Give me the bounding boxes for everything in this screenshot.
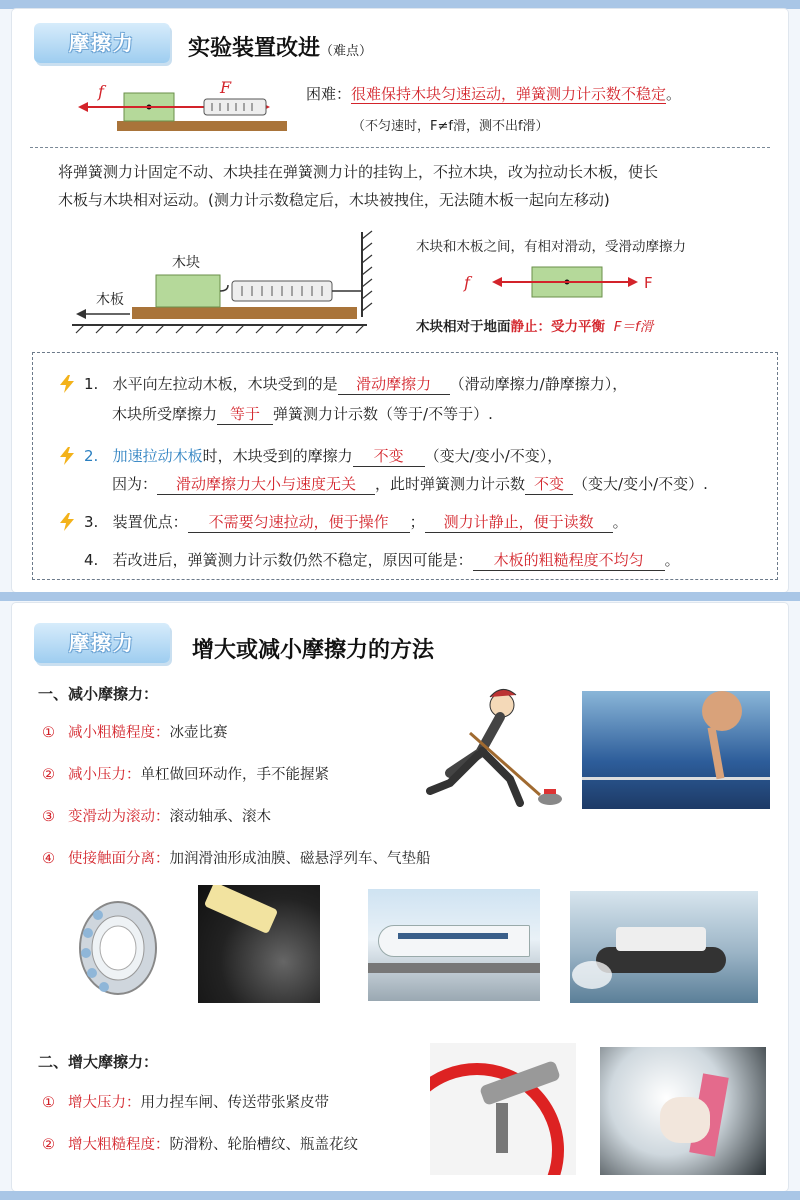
question-3: 3. 装置优点： 不需要匀速拉动，便于操作 ； 测力计静止，便于读数 。 [84,513,628,531]
reduce-item-3: ③ 变滑动为滚动：滚动轴承、滚木 [42,809,271,825]
lightning-bolt-icon [60,513,74,531]
question-4: 4. 若改进后，弹簧测力计示数仍然不稳定，原因可能是： 木板的粗糙程度不均匀 。 [84,551,680,569]
long-board-shape [132,307,357,319]
middle-blue-bar [0,592,800,601]
reduce-item-2: ② 减小压力：单杠做回环动作，手不能握紧 [42,767,329,783]
panel-friction-methods [12,603,788,1191]
chain-lubrication-photo [198,885,320,1003]
fig-block-pull-diagram [72,71,302,131]
high-bar-gymnastics-photo [582,691,770,809]
difficulty-line: 困难：很难保持木块匀速运动，弹簧测力计示数不稳定。 [306,85,682,103]
bottom-blue-bar [0,1191,800,1200]
wood-block-shape [156,275,220,307]
increase-item-1: ① 增大压力：用力捏车闸、传送带张紧皮带 [42,1095,329,1111]
question-2-line-2: 因为： 滑动摩擦力大小与速度无关 ，此时弹簧测力计示数 不变 （变大/变小/不变）. [112,475,708,493]
fig3-caption: 木块相对于地面静止：受力平衡 F＝f滑 [416,319,654,335]
improve-line-2: 木板与木块相对运动。(测力计示数稳定后，木块被拽住，无法随木板一起向左移动) [58,191,610,209]
difficulty-note: （不匀速时，F≠f滑，测不出f滑） [352,119,549,134]
bike-brake-photo [430,1043,576,1175]
svg-text:木板: 木板 [96,292,124,308]
maglev-train-photo [368,889,540,1001]
svg-text:木块: 木块 [172,255,200,271]
topic-badge: 摩擦力 [34,23,170,63]
divider [30,147,770,148]
reduce-friction-heading: 一、减小摩擦力： [38,685,159,703]
increase-friction-heading: 二、增大摩擦力： [38,1053,159,1071]
fig3-title: 木块和木板之间，有相对滑动，受滑动摩擦力 [416,239,686,255]
lightning-bolt-icon [60,447,74,465]
increase-item-2: ② 增大粗糙程度：防滑粉、轮胎槽纹、瓶盖花纹 [42,1137,358,1153]
board-shape [117,121,287,131]
svg-text:f: f [464,273,470,292]
question-2-line-1: 2. 加速拉动木板时，木块受到的摩擦力 不变 （变大/变小/不变）， [84,447,563,465]
curling-player-illustration [410,683,570,813]
question-1-line-2: 木块所受摩擦力 等于 弹簧测力计示数（等于/不等于）. [112,405,493,423]
svg-text:F: F [644,274,653,292]
reduce-item-4: ④ 使接触面分离：加润滑油形成油膜、磁悬浮列车、气垫船 [42,851,431,867]
improve-line-1: 将弹簧测力计固定不动、木块挂在弹簧测力计的挂钩上，不拉木块，改为拉动长木板，使长 [58,163,659,181]
top-blue-bar [0,0,800,9]
section-title: 增大或减小摩擦力的方法 [192,638,435,663]
reduce-item-1: ① 减小粗糙程度：冰壶比赛 [42,725,228,741]
svg-text:F: F [220,78,232,97]
spring-scale-shape [204,99,266,115]
svg-text:f: f [98,82,104,101]
fig-force-balance [452,261,672,305]
question-1-line-1: 1. 水平向左拉动木板，木块受到的是 滑动摩擦力 （滑动摩擦力/静摩擦力）， [84,375,628,393]
hovercraft-photo [570,891,758,1003]
page-title: 实验装置改进（难点） [188,36,373,61]
ball-bearing-photo [68,893,168,1003]
topic-badge-2: 摩擦力 [34,623,170,663]
chalk-hands-photo [600,1047,766,1175]
lightning-bolt-icon [60,375,74,393]
fig-improved-apparatus [62,227,392,339]
